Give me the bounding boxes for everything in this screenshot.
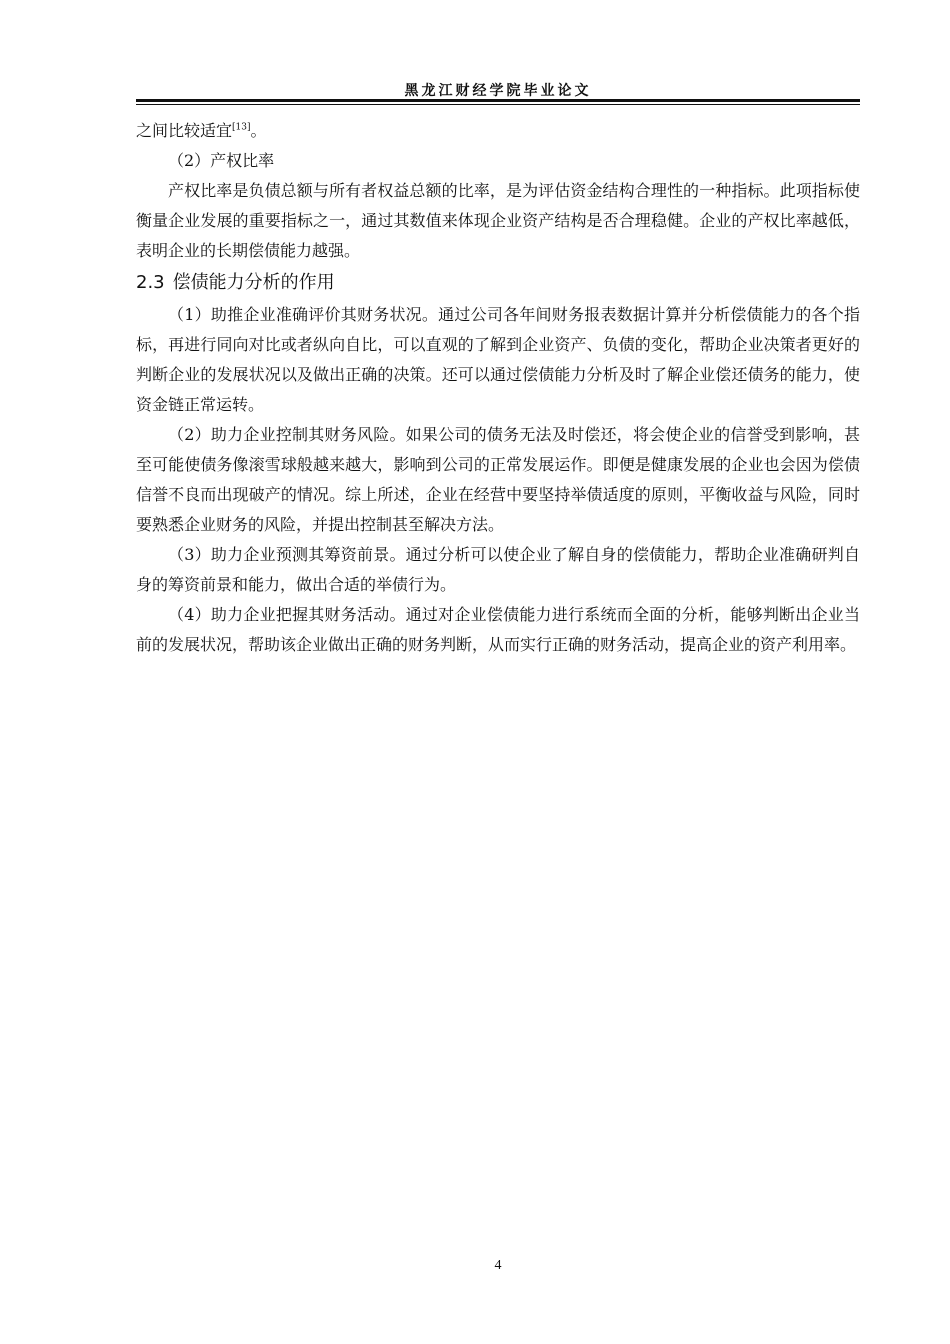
paragraph-role-3: （3）助力企业预测其筹资前景。通过分析可以使企业了解自身的偿债能力，帮助企业准确研判自身的筹资前景和能力，做出合适的举债行为。 [136,545,860,594]
paragraph-equity-ratio: 产权比率是负债总额与所有者权益总额的比率，是为评估资金结构合理性的一种指标。此项指标使衡量企业发展的重要指标之一，通过其数值来体现企业资产结构是否合理稳健。企业的产权比率越低，表明企业的长期偿债能力越强。 [136,181,860,260]
header-rule-thin [136,104,860,105]
continuation-tail: 。 [250,121,267,140]
section-number: 2.3 [136,272,165,293]
section-title: 偿债能力分析的作用 [172,272,335,293]
citation-reference: [13] [232,122,251,133]
continuation-text: 之间比较适宜 [136,121,233,140]
paragraph-role-1: （1）助推企业准确评价其财务状况。通过公司各年间财务报表数据计算并分析偿债能力的各个指标，再进行同向对比或者纵向自比，可以直观的了解到企业资产、负债的变化，帮助企业决策者更好的判断企业的发展状况以及做出正确的决策。还可以通过偿债能力分析及时了解企业偿还债务的能力，使资金链正常运转。 [136,305,860,414]
page-body [136,116,860,660]
header-rule-thick [136,99,860,102]
paragraph-role-4: （4）助力企业把握其财务活动。通过对企业偿债能力进行系统而全面的分析，能够判断出企业当前的发展状况，帮助该企业做出正确的财务判断，从而实行正确的财务活动，提高企业的资产利用率。 [136,605,860,654]
running-header: 黑龙江财经学院毕业论文 [404,83,592,99]
paragraph-continuation [136,116,860,146]
paragraph-role-2: （2）助力企业控制其财务风险。如果公司的债务无法及时偿还，将会使企业的信誉受到影响，甚至可能使债务像滚雪球般越来越大，影响到公司的正常发展运作。即便是健康发展的企业也会因为偿债信誉不良而出现破产的情况。综上所述，企业在经营中要坚持举债适度的原则，平衡收益与风险，同时要熟悉企业财务的风险，并提出控制甚至解决方法。 [136,425,860,534]
section-heading [136,266,860,300]
subheading-equity-ratio: （2）产权比率 [168,151,275,170]
page-number: 4 [494,1258,502,1273]
